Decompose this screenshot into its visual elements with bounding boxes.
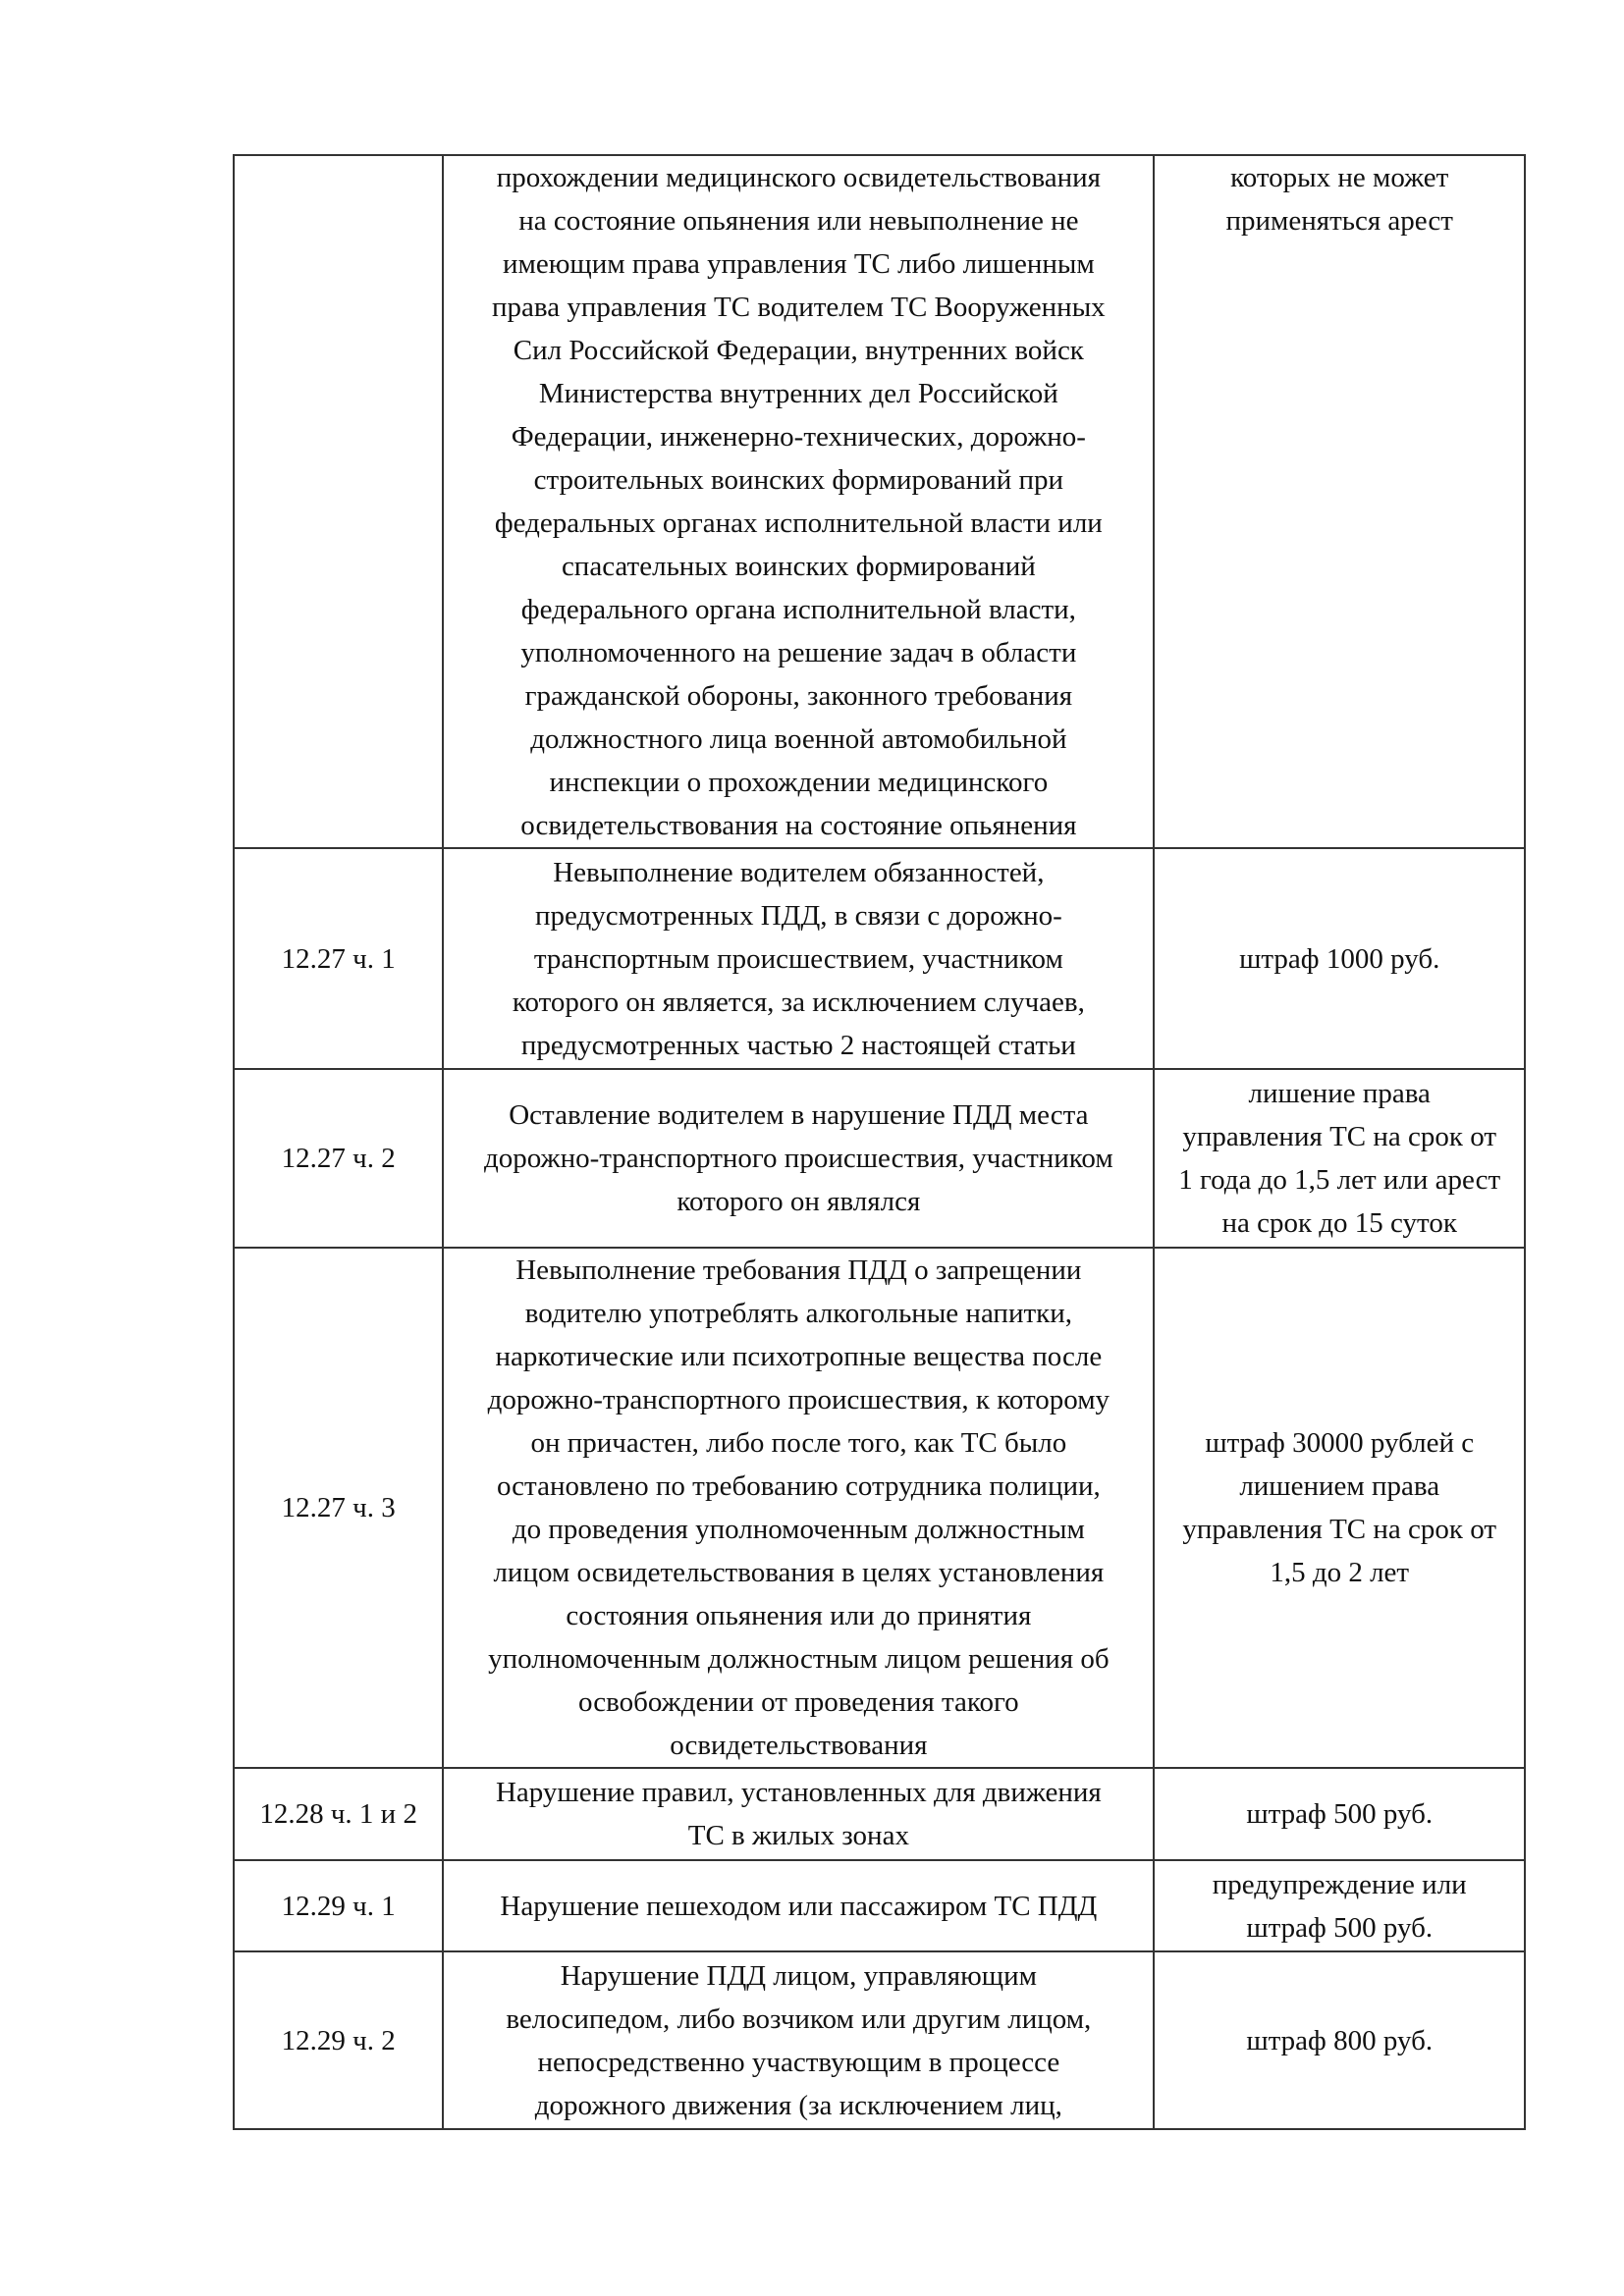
description-line: транспортным происшествием, участником bbox=[533, 942, 1063, 975]
penalty-cell bbox=[1154, 1951, 1525, 2129]
description-line: которого он являлся bbox=[677, 1186, 921, 1217]
description-line: инспекции о прохождении медицинского bbox=[549, 767, 1049, 798]
description-line: освидетельствования на состояние опьянения bbox=[520, 810, 1077, 841]
penalty-line: лишением права bbox=[1239, 1470, 1440, 1502]
description-line: Невыполнение водителем обязанностей, bbox=[553, 856, 1045, 888]
description-line: Федерации, инженерно-технических, дорожно- bbox=[511, 421, 1086, 453]
penalty-line: 1 года до 1,5 лет или арест bbox=[1178, 1164, 1501, 1196]
penalty-cell bbox=[1154, 848, 1525, 1069]
penalty-line: управления ТС на срок от bbox=[1182, 1514, 1497, 1545]
description-line: освобождении от проведения такого bbox=[578, 1686, 1019, 1718]
description-line: уполномоченного на решение задач в области bbox=[520, 637, 1077, 668]
description-line: спасательных воинских формирований bbox=[561, 551, 1036, 582]
description-line: лицом освидетельствования в целях установления bbox=[493, 1557, 1105, 1588]
description-line: Оставление водителем в нарушение ПДД места bbox=[509, 1099, 1089, 1131]
description-line: Нарушение пешеходом или пассажиром ТС ПДД bbox=[500, 1890, 1098, 1922]
description-line: Сил Российской Федерации, внутренних войск bbox=[513, 335, 1084, 366]
article-cell: 12.28 ч. 1 и 2 bbox=[234, 1768, 443, 1860]
description-cell bbox=[443, 1951, 1154, 2129]
description-line: на состояние опьянения или невыполнение не bbox=[518, 205, 1079, 237]
table-row bbox=[234, 1248, 1525, 1768]
description-cell bbox=[443, 1860, 1154, 1951]
article-cell: 12.27 ч. 3 bbox=[234, 1248, 443, 1768]
penalty-line: штраф 30000 рублей с bbox=[1205, 1427, 1475, 1459]
description-line: состояния опьянения или до принятия bbox=[566, 1600, 1032, 1631]
description-cell bbox=[443, 848, 1154, 1069]
description-line: Нарушение правил, установленных для движения bbox=[495, 1777, 1102, 1808]
description-line: непосредственно участвующим в процессе bbox=[537, 2046, 1060, 2078]
description-line: прохождении медицинского освидетельствования bbox=[496, 162, 1102, 193]
description-line: строительных воинских формирований при bbox=[533, 464, 1064, 496]
article-cell: 12.29 ч. 1 bbox=[234, 1860, 443, 1951]
penalty-line: управления ТС на срок от bbox=[1182, 1121, 1497, 1152]
penalty-line: которых не может bbox=[1230, 162, 1449, 193]
description-line: дорожного движения (за исключением лиц, bbox=[534, 2089, 1062, 2121]
penalties-table-body bbox=[234, 155, 1525, 2129]
description-line: гражданской обороны, законного требования bbox=[524, 680, 1073, 712]
table-row bbox=[234, 1860, 1525, 1951]
penalty-cell bbox=[1154, 1069, 1525, 1248]
description-cell bbox=[443, 1768, 1154, 1860]
table-row bbox=[234, 1768, 1525, 1860]
article-cell: 12.29 ч. 2 bbox=[234, 1951, 443, 2129]
description-cell bbox=[443, 1248, 1154, 1768]
penalty-line: лишение права bbox=[1248, 1078, 1431, 1109]
description-line: Невыполнение требования ПДД о запрещении bbox=[515, 1255, 1082, 1286]
description-line: федеральных органах исполнительной власти или bbox=[494, 507, 1103, 539]
description-line: дорожно-транспортного происшествия, участником bbox=[484, 1143, 1113, 1174]
penalty-line: применяться арест bbox=[1225, 205, 1453, 237]
description-line: должностного лица военной автомобильной bbox=[530, 723, 1067, 755]
penalty-line: 1,5 до 2 лет bbox=[1270, 1557, 1410, 1588]
article-cell: 12.27 ч. 1 bbox=[234, 848, 443, 1069]
penalty-cell bbox=[1154, 1860, 1525, 1951]
article-cell bbox=[234, 155, 443, 848]
description-line: которого он является, за исключением случаев, bbox=[512, 986, 1085, 1018]
penalty-cell bbox=[1154, 1248, 1525, 1768]
description-line: предусмотренных ПДД, в связи с дорожно- bbox=[534, 899, 1062, 932]
description-line: уполномоченным должностным лицом решения об bbox=[488, 1643, 1110, 1675]
description-line: Нарушение ПДД лицом, управляющим bbox=[560, 1959, 1037, 1992]
description-line: остановлено по требованию сотрудника полиции, bbox=[496, 1470, 1101, 1502]
description-line: до проведения уполномоченным должностным bbox=[512, 1514, 1085, 1545]
penalty-line: штраф 1000 руб. bbox=[1239, 942, 1440, 975]
table-row bbox=[234, 155, 1525, 848]
description-line: наркотические или психотропные вещества после bbox=[495, 1341, 1103, 1372]
penalty-cell bbox=[1154, 1768, 1525, 1860]
description-line: водителю употреблять алкогольные напитки, bbox=[524, 1298, 1073, 1329]
description-line: права управления ТС водителем ТС Вооруженных bbox=[492, 292, 1106, 323]
description-line: имеющим права управления ТС либо лишенным bbox=[502, 248, 1095, 280]
description-line: Министерства внутренних дел Российской bbox=[538, 378, 1058, 409]
penalties-table bbox=[233, 154, 1526, 2130]
penalty-line: предупреждение или bbox=[1212, 1868, 1467, 1900]
table-row bbox=[234, 848, 1525, 1069]
description-line: освидетельствования bbox=[670, 1730, 928, 1761]
description-cell bbox=[443, 1069, 1154, 1248]
penalty-line: штраф 500 руб. bbox=[1246, 1911, 1434, 1944]
description-line: ТС в жилых зонах bbox=[687, 1820, 909, 1851]
penalty-line: штраф 800 руб. bbox=[1246, 2024, 1434, 2056]
description-line: предусмотренных частью 2 настоящей статьи bbox=[520, 1029, 1076, 1061]
description-cell bbox=[443, 155, 1154, 848]
description-line: дорожно-транспортного происшествия, к которому bbox=[487, 1384, 1110, 1415]
table-row bbox=[234, 1951, 1525, 2129]
table-row bbox=[234, 1069, 1525, 1248]
description-line: он причастен, либо после того, как ТС было bbox=[530, 1427, 1067, 1459]
penalty-line: штраф 500 руб. bbox=[1246, 1798, 1434, 1830]
description-line: велосипедом, либо возчиком или другим лицом, bbox=[506, 2002, 1092, 2035]
penalty-cell bbox=[1154, 155, 1525, 848]
article-cell: 12.27 ч. 2 bbox=[234, 1069, 443, 1248]
penalty-line: на срок до 15 суток bbox=[1221, 1207, 1457, 1239]
description-line: федерального органа исполнительной власти, bbox=[520, 594, 1076, 625]
